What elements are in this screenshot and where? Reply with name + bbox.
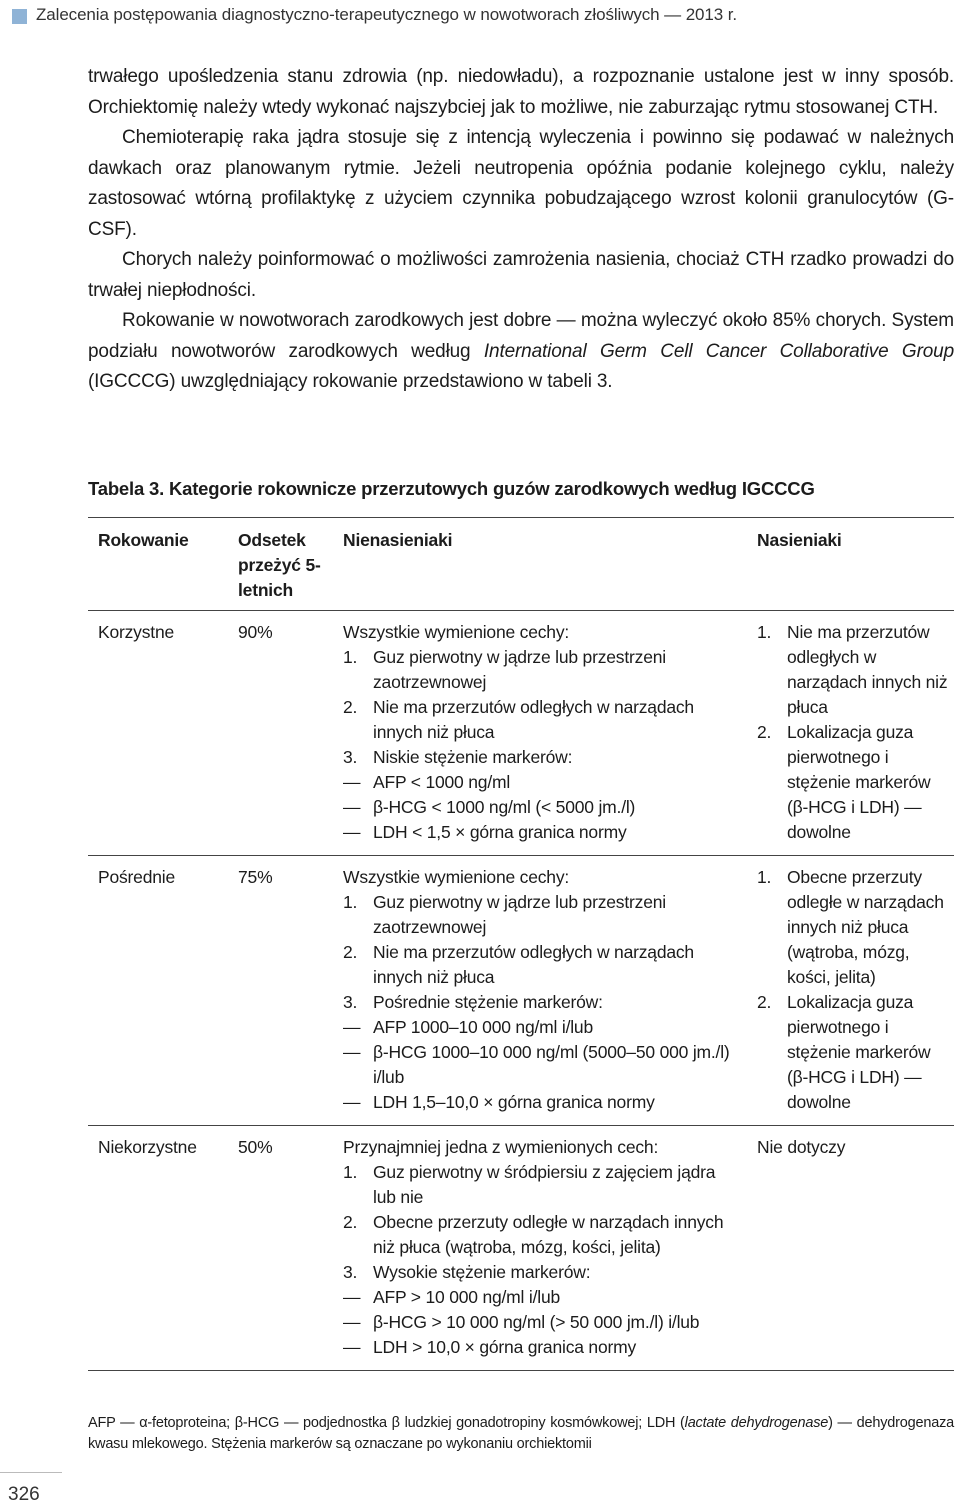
criteria-item [757, 990, 948, 1115]
header-prognosis: Rokowanie [88, 518, 228, 611]
item-text: Guz pierwotny w jądrze lub przestrzeni zaotrzewnowej [373, 647, 666, 692]
item-number: 1. [757, 867, 772, 887]
item-number: 2. [343, 942, 358, 962]
criteria-item [757, 720, 948, 845]
cell-survival: 50% [228, 1126, 333, 1371]
item-number: 3. [343, 1262, 358, 1282]
item-text: Obecne przerzuty odległe w narządach innych niż płuca (wątroba, mózg, kości, jelita) [373, 1212, 724, 1257]
page-number: 326 [8, 1484, 40, 1505]
item-text: Lokalizacja guza pierwotnego i stężenie markerów (β-HCG i LDH) — dowolne [787, 722, 931, 842]
marker-text: β-HCG > 10 000 ng/ml (> 50 000 jm./l) i/lub [373, 1312, 700, 1332]
item-text: Nie ma przerzutów odległych w narządach innych niż płuca [373, 697, 694, 742]
item-text: Nie ma przerzutów odległych w narządach innych niż płuca [373, 942, 694, 987]
table-row [88, 611, 954, 856]
criteria-item [343, 695, 741, 745]
marker-item [343, 1335, 741, 1360]
footnote-start: AFP — α-fetoproteina; β-HCG — podjednostka β ludzkiej gonadotropiny kosmówkowej; LDH ( [88, 1415, 685, 1431]
footnote-italic: lactate dehydrogenase [684, 1415, 829, 1431]
dash-bullet: — [343, 1312, 361, 1332]
cell-category: Niekorzystne [88, 1126, 228, 1371]
marker-text: β-HCG 1000–10 000 ng/ml (5000–50 000 jm./l) i/lub [373, 1042, 730, 1087]
dash-bullet: — [343, 1017, 361, 1037]
cell-category: Korzystne [98, 622, 175, 642]
item-text: Lokalizacja guza pierwotnego i stężenie markerów (β-HCG i LDH) — dowolne [787, 992, 931, 1112]
body-text [88, 62, 954, 398]
marker-text: AFP > 10 000 ng/ml i/lub [373, 1287, 561, 1307]
item-text: Guz pierwotny w jądrze lub przestrzeni zaotrzewnowej [373, 892, 666, 937]
criteria-item [343, 1260, 741, 1285]
header-nonseminoma: Nienasieniaki [333, 518, 747, 611]
item-number: 3. [343, 992, 358, 1012]
dash-bullet: — [343, 1092, 361, 1112]
cell-seminoma [747, 611, 954, 856]
marker-item [343, 820, 741, 845]
dash-bullet: — [343, 1337, 361, 1357]
table-footnote [88, 1413, 954, 1455]
criteria-item [343, 1210, 741, 1260]
paragraph-3: Chorych należy poinformować o możliwości zamrożenia nasienia, chociaż CTH rzadko prowadzi do trwałej niepłodności. [88, 249, 954, 301]
item-text: Wysokie stężenie markerów: [373, 1262, 591, 1282]
marker-item [343, 770, 741, 795]
cell-survival: 75% [228, 856, 333, 1126]
header-seminoma: Nasieniaki [747, 518, 954, 611]
dash-bullet: — [343, 1042, 361, 1062]
criteria-intro: Wszystkie wymienione cechy: [343, 622, 570, 642]
dash-bullet: — [343, 797, 361, 817]
marker-item [343, 1015, 741, 1040]
cell-seminoma [747, 1126, 954, 1371]
criteria-item [343, 645, 741, 695]
paragraph-4-italic: International Germ Cell Cancer Collaborative Group [483, 340, 954, 362]
marker-item [343, 1090, 741, 1115]
dash-bullet: — [343, 1287, 361, 1307]
item-text: Nie ma przerzutów odległych w narządach innych niż płuca [787, 622, 948, 717]
item-number: 3. [343, 747, 358, 767]
item-number: 1. [343, 647, 358, 667]
marker-item [343, 1040, 741, 1090]
criteria-intro: Wszystkie wymienione cechy: [343, 867, 570, 887]
marker-text: AFP 1000–10 000 ng/ml i/lub [373, 1017, 593, 1037]
paragraph-2: Chemioterapię raka jądra stosuje się z intencją wyleczenia i powinno się podawać w należnych dawkach oraz planowanym rytmie. Jeżeli neutropenia opóźnia podanie kolejnego cyklu, należy zastosować wtórną profilaktykę z użyciem czynnika pobudzającego wzrost kolonii granulocytów (G-CSF). [88, 127, 954, 240]
item-text: Obecne przerzuty odległe w narządach innych niż płuca (wątroba, mózg, kości, jelita) [787, 867, 944, 987]
dash-bullet: — [343, 772, 361, 792]
table-caption: Tabela 3. Kategorie rokownicze przerzutowych guzów zarodkowych według IGCCCG [88, 478, 815, 499]
item-number: 2. [343, 697, 358, 717]
table-header-row [88, 518, 954, 611]
item-text: Pośrednie stężenie markerów: [373, 992, 603, 1012]
item-number: 1. [343, 892, 358, 912]
criteria-item [343, 890, 741, 940]
page-number-divider [0, 1472, 62, 1473]
criteria-item [343, 1160, 741, 1210]
paragraph-4-end: (IGCCCG) uwzględniający rokowanie przedstawiono w tabeli 3. [88, 371, 613, 392]
cell-nonseminoma [333, 1126, 747, 1371]
prognosis-table [88, 517, 954, 1371]
marker-item [343, 1285, 741, 1310]
cell-nonseminoma [333, 856, 747, 1126]
running-header-title: Zalecenia postępowania diagnostyczno-terapeutycznego w nowotworach złośliwych — 2013 r. [36, 5, 737, 24]
marker-text: LDH 1,5–10,0 × górna granica normy [373, 1092, 655, 1112]
item-text: Niskie stężenie markerów: [373, 747, 573, 767]
marker-text: LDH < 1,5 × górna granica normy [373, 822, 627, 842]
item-number: 2. [343, 1212, 358, 1232]
table-row [88, 1126, 954, 1371]
marker-text: β-HCG < 1000 ng/ml (< 5000 jm./l) [373, 797, 636, 817]
item-number: 2. [757, 992, 772, 1012]
cell-seminoma [747, 856, 954, 1126]
marker-item [343, 795, 741, 820]
marker-item [343, 1310, 741, 1335]
item-number: 1. [343, 1162, 358, 1182]
not-applicable-text: Nie dotyczy [757, 1137, 846, 1157]
header-survival: Odsetek przeżyć 5-letnich [228, 518, 333, 611]
paragraph-1: trwałego upośledzenia stanu zdrowia (np. niedowładu), a rozpoznanie ustalone jest w inny sposób. Orchiektomię należy wtedy wykonać najszybciej jak to możliwe, nie zaburzając rytmu stosowanej CTH. [88, 66, 954, 118]
criteria-item [343, 990, 741, 1015]
section-marker-square [12, 9, 27, 24]
cell-survival: 90% [238, 622, 273, 642]
criteria-item [757, 620, 948, 720]
cell-category: Pośrednie [88, 856, 228, 1126]
criteria-intro: Przynajmniej jedna z wymienionych cech: [343, 1137, 659, 1157]
paragraph-4 [88, 306, 954, 398]
item-text: Guz pierwotny w śródpiersiu z zajęciem jądra lub nie [373, 1162, 716, 1207]
criteria-item [757, 865, 948, 990]
table-row [88, 856, 954, 1126]
criteria-item [343, 940, 741, 990]
marker-text: AFP < 1000 ng/ml [373, 772, 511, 792]
marker-text: LDH > 10,0 × górna granica normy [373, 1337, 637, 1357]
footnote-end: ) — dehydrogenaza kwasu mlekowego. Stężenia markerów są oznaczane po wykonaniu orchiektomii [88, 1415, 954, 1452]
running-header [0, 0, 960, 32]
item-number: 1. [757, 622, 772, 642]
dash-bullet: — [343, 822, 361, 842]
criteria-item [343, 745, 741, 770]
paragraph-4-start: Rokowanie w nowotworach zarodkowych jest dobre — można wyleczyć około 85% chorych. System podziału nowotworów zarodkowych według [88, 310, 954, 362]
cell-nonseminoma [333, 611, 747, 856]
item-number: 2. [757, 722, 772, 742]
